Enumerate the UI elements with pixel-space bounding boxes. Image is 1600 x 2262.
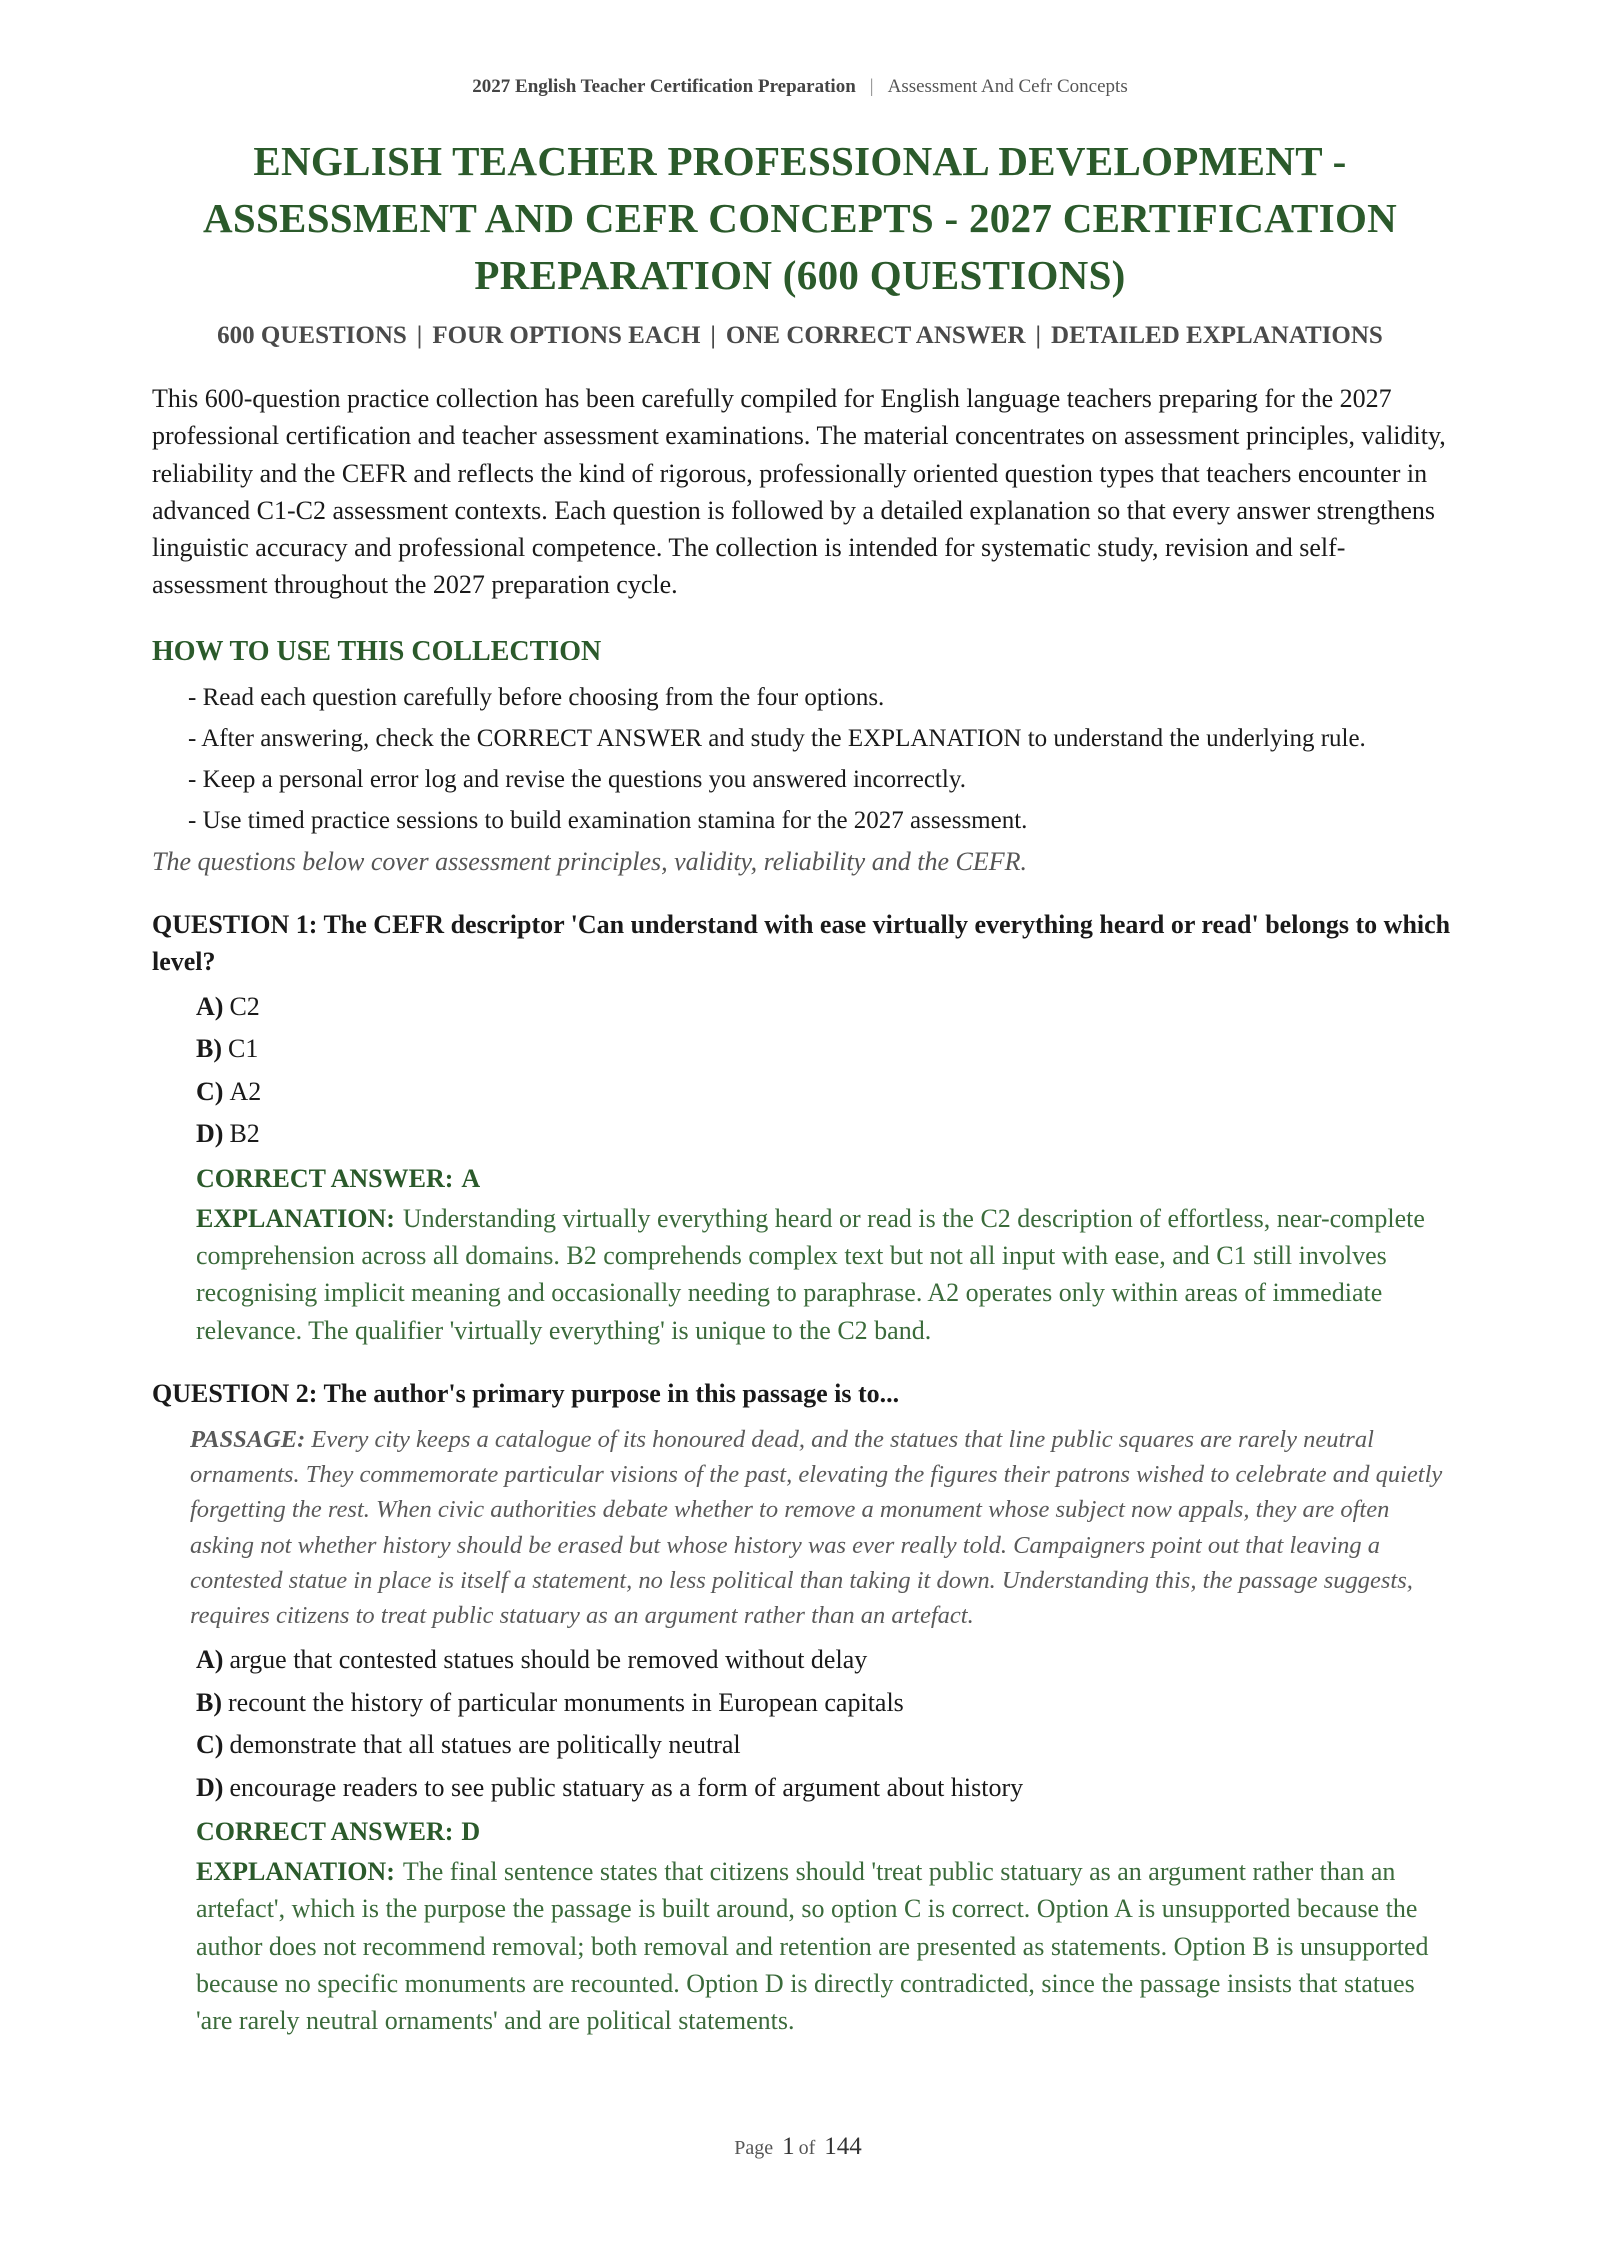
instruction-item: - Keep a personal error log and revise the questions you answered incorrectly. [188,765,966,793]
running-header-title: 2027 English Teacher Certification Preparation [472,76,856,97]
option-text: encourage readers to see public statuary as a form of argument about history [229,1772,1024,1802]
explanation-text: Understanding virtually everything heard or read is the C2 description of effortless, near-complete comprehension across all domains. B2 comprehends complex text but not all input with ease, and C1 still involves recognising implicit meaning and occasionally needing to paraphrase. A2 operates only within areas of immediate relevance. The qualifier 'virtually everything' is unique to the C2 band. [196,1203,1425,1345]
meta-item: 600 QUESTIONS [217,322,407,349]
instructions-list [152,680,1452,838]
option-text: C2 [229,991,260,1021]
option-letter: B) [196,1034,222,1064]
question-2 [152,1375,1452,2040]
option-text: demonstrate that all statues are politically neutral [229,1730,741,1760]
option-letter: C) [196,1076,224,1106]
total-page-count: 144 [824,2133,862,2160]
explanation-label: EXPLANATION: [196,1203,395,1233]
scope-note: The questions below cover assessment principles, validity, reliability and the CEFR. [152,846,1027,876]
how-to-use-heading: HOW TO USE THIS COLLECTION [152,635,602,667]
explanation-label: EXPLANATION: [196,1857,395,1887]
meta-line [0,322,1600,350]
option-c [196,1724,1452,1767]
option-c [196,1071,1452,1114]
option-text: B2 [229,1119,260,1149]
correct-answer-value: D [461,1817,481,1847]
meta-separator: | [416,322,423,349]
explanation [196,1200,1452,1349]
document-title: ENGLISH TEACHER PROFESSIONAL DEVELOPMENT - ASSESSMENT AND CEFR CONCEPTS - 2027 CERTIFICATION PREPARATION (600 QUESTIONS) [202,138,1398,298]
main-content [152,380,1452,2040]
correct-answer-value: A [461,1163,481,1193]
meta-item: DETAILED EXPLANATIONS [1051,322,1383,349]
option-b [196,1682,1452,1725]
question-1 [152,906,1452,1349]
instruction-item: - Use timed practice sessions to build examination stamina for the 2027 assessment. [188,806,1028,834]
option-letter: A) [196,1645,224,1675]
question-stem: QUESTION 2: The author's primary purpose in this passage is to... [152,1378,900,1408]
correct-answer [196,1158,1452,1200]
meta-item: FOUR OPTIONS EACH [432,322,701,349]
page-of-label: of [798,2137,816,2159]
option-text: A2 [229,1076,262,1106]
option-text: C1 [228,1034,259,1064]
instruction-item: - After answering, check the CORRECT ANSWER and study the EXPLANATION to understand the underlying rule. [188,724,1366,752]
option-b [196,1028,1452,1071]
options-list [196,986,1452,1156]
passage-text: Every city keeps a catalogue of its honoured dead, and the statues that line public squares are rarely neutral ornaments. They commemorate particular visions of the past, elevating the figures their patrons wished to celebrate and quietly forgetting the rest. When civic authorities debate whether to remove a monument whose subject now appals, they are often asking not whether history should be erased but whose history was ever really told. Campaigners point out that leaving a contested statue in place is itself a statement, no less political than taking it down. Understanding this, the passage suggests, requires citizens to treat public statuary as an argument rather than an artefact. [190,1425,1443,1629]
option-a [196,1639,1452,1682]
instruction-item: - Read each question carefully before choosing from the four options. [188,683,885,711]
running-header-section: Assessment And Cefr Concepts [887,76,1128,97]
reading-passage [190,1422,1452,1633]
option-letter: C) [196,1730,224,1760]
option-letter: D) [196,1772,224,1802]
page-label: Page [734,2137,774,2159]
passage-label: PASSAGE: [190,1425,306,1453]
option-d [196,1113,1452,1156]
options-list [196,1639,1452,1809]
explanation [196,1853,1452,2039]
option-letter: D) [196,1119,224,1149]
intro-paragraph: This 600-question practice collection has been carefully compiled for English language teachers preparing for the 2027 professional certification and teacher assessment examinations. The material concentrates on assessment principles, validity, reliability and the CEFR and reflects the kind of rigorous, professionally oriented question types that teachers encounter in advanced C1-C2 assessment contexts. Each question is followed by a detailed explanation so that every answer strengthens linguistic accuracy and professional competence. The collection is intended for systematic study, revision and self-assessment throughout the 2027 preparation cycle. [152,384,1446,600]
meta-separator: | [710,322,716,349]
correct-answer-label: CORRECT ANSWER: [196,1817,454,1847]
correct-answer [196,1811,1452,1853]
option-letter: A) [196,991,224,1021]
explanation-text: The final sentence states that citizens should 'treat public statuary as an argument rather than an artefact', which is the purpose the passage is built around, so option C is correct. Option A is unsupported because the author does not recommend removal; both removal and retention are presented as statements. Option B is unsupported because no specific monuments are recounted. Option D is directly contradicted, since the passage insists that statues 'are rarely neutral ornaments' and are political statements. [196,1857,1429,2036]
option-d [196,1767,1452,1810]
option-letter: B) [196,1687,222,1717]
meta-separator: | [1035,322,1042,349]
option-a [196,986,1452,1029]
running-header [0,76,1600,98]
option-text: argue that contested statues should be removed without delay [229,1645,868,1675]
current-page-number: 1 [782,2133,795,2160]
correct-answer-label: CORRECT ANSWER: [196,1163,454,1193]
meta-item: ONE CORRECT ANSWER [725,322,1026,349]
running-header-separator: | [869,76,874,97]
option-text: recount the history of particular monuments in European capitals [228,1687,904,1717]
page-footer [0,2133,1600,2161]
question-stem: QUESTION 1: The CEFR descriptor 'Can understand with ease virtually everything heard or read' belongs to which level? [152,909,1451,976]
